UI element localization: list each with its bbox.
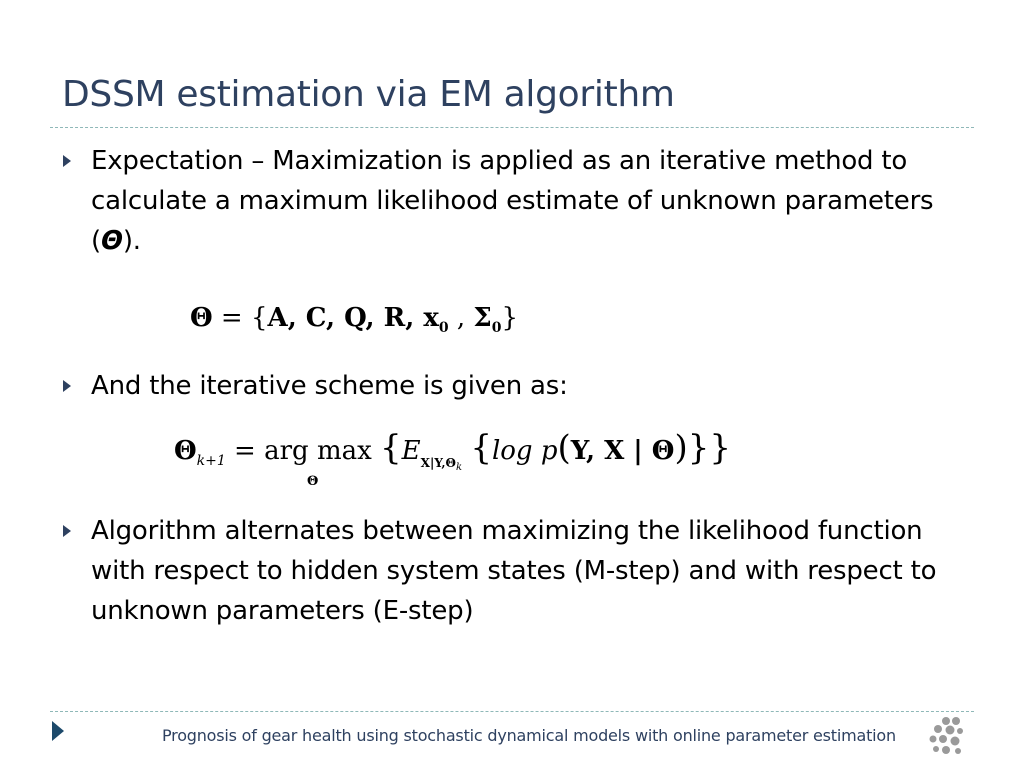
slide-title: DSSM estimation via EM algorithm (62, 74, 675, 115)
eq2-arguments: Y, X | Θ (570, 436, 675, 466)
eq2-theta-subscript: k+1 (196, 453, 226, 469)
eq2-inner-brace: { (470, 428, 492, 468)
iterative-scheme-equation (174, 428, 731, 489)
eq2-argmax: arg max (264, 436, 372, 466)
eq2-expectation-subscript: X|Y,Θ (420, 456, 456, 470)
eq1-x-subscript: 0 (438, 320, 449, 336)
eq1-equals: = (220, 303, 243, 333)
eq1-matrices: A, C, Q, R, (267, 303, 424, 333)
eq2-log-p: log p (491, 436, 558, 466)
bullet-2-text: And the iterative scheme is given as: (91, 371, 568, 401)
bullet-arrow-icon (63, 380, 71, 392)
eq2-close-group: )}} (674, 428, 731, 468)
next-slide-arrow-icon[interactable] (52, 721, 64, 741)
eq1-x: x (423, 303, 439, 333)
eq2-theta: Θ (174, 436, 197, 466)
eq2-expectation-subsubscript: k (455, 462, 463, 473)
parameter-set-equation (190, 303, 519, 336)
footer-divider (50, 711, 974, 712)
bullet-1-text (91, 141, 951, 261)
bullet-1-text-after: ). (122, 226, 141, 256)
eq1-close-brace: } (501, 303, 519, 333)
eq2-open-paren: ( (557, 428, 571, 468)
eq1-theta: Θ (190, 303, 213, 333)
eq1-comma: , (448, 303, 474, 333)
eq2-argmax-under: Θ (307, 474, 319, 489)
title-divider (50, 127, 974, 128)
bullet-arrow-icon (63, 525, 71, 537)
bullet-1-text-before: Expectation – Maximization is applied as an iterative method to calculate a maximum likelihood estimate of unknown parameters ( (91, 146, 934, 256)
eq2-equals: = (234, 436, 256, 466)
bullet-1-theta-symbol: Θ (100, 226, 123, 256)
eq2-open-brace: { (380, 428, 402, 468)
eq2-expectation: E (401, 436, 421, 466)
footer-title: Prognosis of gear health using stochastic dynamical models with online parameter estimation (162, 726, 896, 745)
bullet-3-text: Algorithm alternates between maximizing the likelihood function with respect to hidden system states (M-step) and with respect to unknown parameters (E-step) (91, 516, 937, 626)
eq1-open-brace: { (250, 303, 268, 333)
dots-logo-icon (928, 716, 964, 756)
bullet-arrow-icon (63, 155, 71, 167)
eq1-sigma: Σ (473, 303, 492, 333)
eq1-sigma-subscript: 0 (491, 320, 502, 336)
